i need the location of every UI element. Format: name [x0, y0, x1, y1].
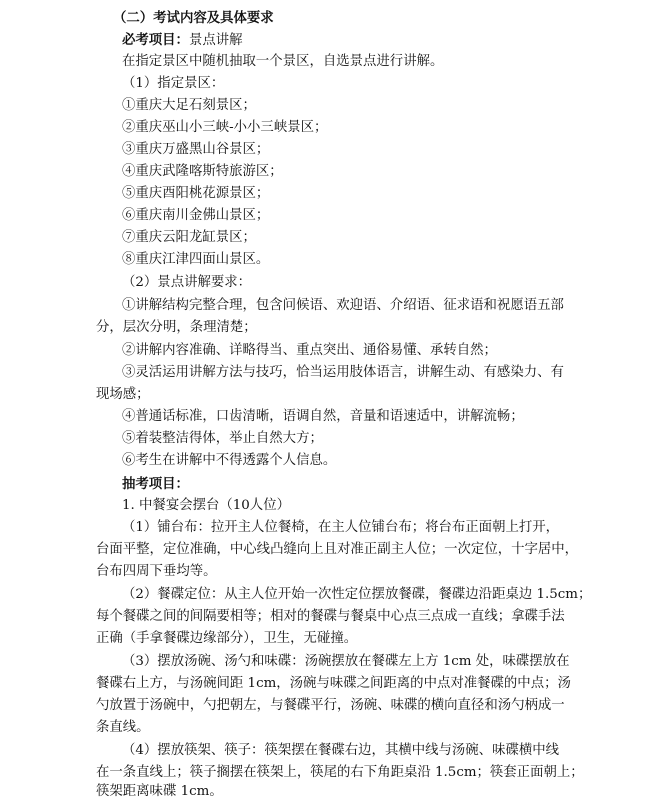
required-item-value: 景点讲解	[188, 33, 243, 48]
requirement-line: 现场感；	[96, 387, 150, 402]
area-item: ⑤重庆酉阳桃花源景区；	[122, 186, 270, 201]
body-line: 条直线。	[96, 720, 150, 735]
required-intro: 在指定景区中随机抽取一个景区，自选景点进行讲解。	[122, 54, 444, 69]
requirement-line: ⑥考生在讲解中不得透露个人信息。	[122, 453, 337, 468]
requirement-line: ⑤着装整洁得体，举止自然大方；	[122, 431, 323, 446]
area-item: ⑦重庆云阳龙缸景区；	[122, 230, 256, 245]
area-item: ⑧重庆江津四面山景区。	[122, 252, 270, 267]
requirement-line: ①讲解结构完整合理，包含问候语、欢迎语、介绍语、征求语和祝愿语五部	[122, 298, 564, 313]
body-line: 餐碟右上方，与汤碗间距 1cm，汤碗与味碟之间距离的中点对准餐碟的中点；汤	[96, 676, 571, 691]
body-line: 勺放置于汤碗中，勺把朝左，与餐碟平行，汤碗、味碟的横向直径和汤勺柄成一	[96, 698, 565, 713]
requirements-heading: （2）景点讲解要求：	[122, 275, 252, 290]
body-line: （2）餐碟定位：从主人位开始一次性定位摆放餐碟，餐碟边沿距桌边 1.5cm；	[122, 587, 592, 602]
body-line: （4）摆放筷架、筷子：筷架摆在餐碟右边，其横中线与汤碗、味碟横中线	[122, 743, 560, 758]
body-line: （1）铺台布：拉开主人位餐椅，在主人位铺台布；将台布正面朝上打开，	[122, 520, 560, 535]
optional-item-title: 1. 中餐宴会摆台（10人位）	[122, 498, 290, 513]
body-line: 台面平整，定位准确，中心线凸缝向上且对准正副主人位；一次定位，十字居中，	[96, 542, 579, 557]
area-item: ③重庆万盛黑山谷景区；	[122, 142, 270, 157]
areas-heading: （1）指定景区：	[122, 76, 225, 91]
area-item: ⑥重庆南川金佛山景区；	[122, 208, 270, 223]
required-item-label: 必考项目：	[122, 32, 189, 48]
body-line: 在一条直线上；筷子搁摆在筷架上，筷尾的右下角距桌沿 1.5cm；筷套正面朝上；	[96, 765, 584, 780]
optional-item-label: 抽考项目：	[122, 476, 189, 492]
required-item-line	[122, 29, 243, 51]
requirement-line: 分，层次分明，条理清楚；	[96, 320, 257, 335]
body-line: 正确（手拿餐碟边缘部分），卫生，无碰撞。	[96, 631, 358, 646]
body-line: 台布四周下垂均等。	[96, 564, 217, 579]
area-item: ②重庆巫山小三峡-小小三峡景区；	[122, 120, 328, 135]
body-line: 筷架距离味碟 1cm。	[96, 784, 223, 799]
area-item: ①重庆大足石刻景区；	[122, 98, 256, 113]
requirement-line: ④普通话标准，口齿清晰，语调自然，音量和语速适中，讲解流畅；	[122, 409, 524, 424]
body-line: 每个餐碟之间的间隔要相等；相对的餐碟与餐桌中心点三点成一直线；拿碟手法	[96, 609, 565, 624]
requirement-line: ③灵活运用讲解方法与技巧，恰当运用肢体语言，讲解生动、有感染力、有	[122, 365, 564, 380]
requirement-line: ②讲解内容准确、详略得当、重点突出、通俗易懂、承转自然；	[122, 343, 497, 358]
area-item: ④重庆武隆喀斯特旅游区；	[122, 164, 283, 179]
body-line: （3）摆放汤碗、汤勺和味碟：汤碗摆放在餐碟左上方 1cm 处，味碟摆放在	[122, 654, 570, 669]
section-heading: （二）考试内容及具体要求	[113, 10, 274, 26]
